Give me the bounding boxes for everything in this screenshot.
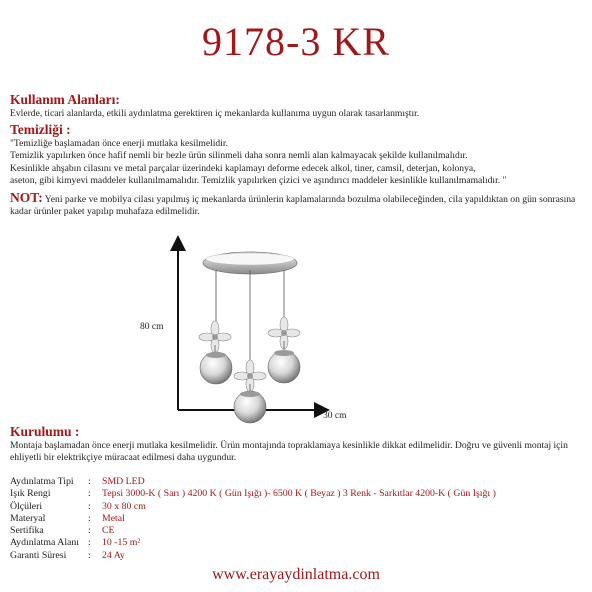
spec-sep: : — [88, 476, 91, 487]
pendant-center — [234, 360, 266, 423]
spec-sep: : — [88, 537, 91, 549]
spec-value: CE — [102, 525, 115, 537]
spec-value: 10 -15 m² — [102, 537, 141, 549]
cleaning-line: "Temizliğe başlamadan önce enerji mutlaka kesilmelidir. — [10, 138, 228, 149]
spec-value: 24 Ay — [102, 549, 125, 561]
spec-row — [10, 488, 590, 500]
spec-key: Aydınlatma Tipi — [10, 476, 74, 487]
installation-text: Montaja başlamadan önce enerji mutlaka kesilmelidir. Ürün montajında topraklamaya kesinlikle dikkat edilmelidir. Doğru ve güvenli montaj için ehliyetli bir elektrikçiye müracaat edilmesi daha uygundur. — [10, 440, 568, 464]
spec-sep: : — [88, 500, 91, 512]
product-code-title: 9178-3 KR — [202, 19, 390, 64]
installation-section — [10, 424, 585, 465]
width-label: 30 cm — [323, 411, 347, 421]
spec-sep: : — [88, 549, 91, 561]
spec-row — [10, 476, 590, 488]
cleaning-heading: Temizliği : — [10, 122, 71, 137]
cleaning-line: Temizlik yapılırken önce hafif nemli bir bezle ürün silinmeli daha sonra nemli alan kalmayacak şekilde kullanılmalıdır. — [10, 150, 468, 162]
spec-row — [10, 525, 590, 537]
spec-row — [10, 550, 590, 562]
pendant-left — [199, 321, 232, 384]
spec-value: 30 x 80 cm — [102, 500, 146, 512]
spec-row — [10, 513, 590, 525]
spec-value: SMD LED — [102, 476, 145, 487]
usage-heading: Kullanım Alanları: — [10, 92, 120, 107]
spec-sep: : — [88, 525, 91, 537]
spec-value: Metal — [102, 512, 125, 524]
usage-text: Evlerde, ticari alanlarda, etkili aydınlatma gerektiren iç mekanlarda kullanıma uygun olarak tasarlanmıştır. — [10, 108, 420, 119]
spec-key: Aydınlatma Alanı — [10, 537, 80, 549]
spec-key: Garanti Süresi — [10, 549, 67, 561]
website-link[interactable]: www.erayaydinlatma.com — [212, 566, 380, 583]
cleaning-line: Kesinlikle ahşabın cilasını ve metal parçalar üzerindeki kaplamayı deforme edecek alkol, tiner, camsil, deterjan, kolonya, — [10, 162, 476, 174]
spec-sep: : — [88, 512, 91, 524]
spec-sep: : — [88, 488, 91, 500]
spec-key: Ölçüleri — [10, 500, 43, 512]
height-label: 80 cm — [140, 322, 164, 332]
spec-row — [10, 501, 590, 513]
cleaning-line: aseton, gibi kimyevi maddeler kullanılmamalıdır. Temizlik yapılırken çizici ve aşındırıcı maddeler kesinlikle kullanılmamalıdır. " — [10, 175, 507, 187]
installation-heading: Kurulumu : — [10, 424, 80, 439]
spec-key: Işık Rengi — [10, 488, 51, 500]
spec-value: Tepsi 3000-K ( Sarı ) 4200 K ( Gün Işığı )- 6500 K ( Beyaz ) 3 Renk - Sarkıtlar 4200-K ( Gün Işığı ) — [102, 488, 496, 500]
pendant-right — [268, 317, 300, 383]
spec-table — [10, 476, 590, 562]
spec-key: Materyal — [10, 512, 46, 524]
spec-row — [10, 537, 590, 549]
note-text: Yeni parke ve mobilya cilası yapılmış iç mekanlarda ürünlerin kaplamalarında bozulma olabileceğinden, cila yapıldıktan on gün sonrasına kadar ürünler paket yapılıp muhafaza edilmelidir. — [10, 194, 576, 218]
note-heading: NOT: — [10, 190, 43, 205]
spec-key: Sertifika — [10, 525, 44, 537]
